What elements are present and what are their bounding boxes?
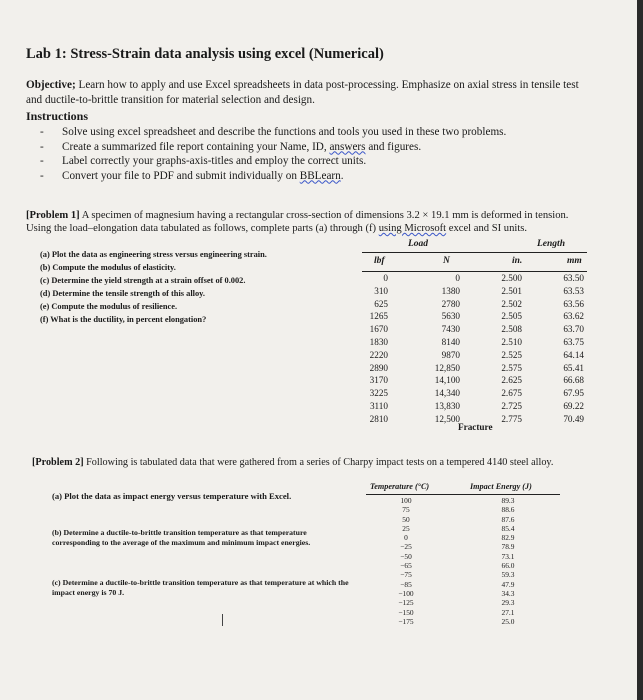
table-cell: 2.508 <box>501 324 522 335</box>
table-col-header-N: N <box>443 256 450 266</box>
list-item: (a) Plot the data as engineering stress versus engineering strain. <box>40 250 267 259</box>
table-cell: 2.500 <box>501 273 522 283</box>
table-cell: 1265 <box>369 311 388 322</box>
instructions-list <box>40 125 506 183</box>
page-title: Lab 1: Stress-Strain data analysis using excel (Numerical) <box>26 46 384 62</box>
table-cell: 2.510 <box>501 336 522 347</box>
table-cell: 2.505 <box>501 311 522 322</box>
objective-label: Objective; <box>26 79 76 91</box>
list-item: (e) Compute the modulus of resilience. <box>40 302 178 311</box>
table-cell: 100 <box>400 496 412 505</box>
table-cell: −65 <box>400 561 412 571</box>
table-cell: 65.41 <box>563 362 584 373</box>
table-cell: 3225 <box>369 388 388 399</box>
lbf-column <box>352 272 388 426</box>
fracture-label: Fracture <box>458 422 493 432</box>
problem2-statement: [Problem 2] Following is tabulated data that were gathered from a series of Charpy impact tests on a tempered 4140 steel alloy. <box>32 457 554 468</box>
table-cell: 63.62 <box>563 311 584 322</box>
table-cell: −75 <box>400 570 412 580</box>
problem1-parts <box>40 248 267 326</box>
table-cell: 66.0 <box>501 561 515 571</box>
table-cell: 50 <box>402 514 410 524</box>
table-cell: 64.14 <box>563 349 584 360</box>
table-cell: 63.50 <box>563 273 584 283</box>
table-group-header-length: Length <box>537 239 565 249</box>
table-cell: 14,340 <box>434 388 460 399</box>
table-cell: 1380 <box>441 285 460 296</box>
list-item: - Convert your file to PDF and submit individually on BBLearn. <box>40 169 344 182</box>
table-cell: 2.725 <box>501 400 522 411</box>
table-cell: 12,500 <box>434 413 460 424</box>
problem1-statement: [Problem 1] A specimen of magnesium having a rectangular cross-section of dimensions 3.2 × 19.1 mm is deformed in tension. Using the load–elongation data tabulated as follows, complete parts (a) through (f) using Microsoft excel and SI units. <box>26 210 569 234</box>
table-cell: 2780 <box>441 298 460 309</box>
objective-paragraph <box>26 78 586 108</box>
objective-text: Learn how to apply and use Excel spreadsheets in data post-processing. Emphasize on axial stress in tensile test and ductile-to-brittle transition for material selection and design. <box>26 79 579 106</box>
table-cell: 63.53 <box>563 285 584 296</box>
problem2-part-c: (c) Determine a ductile-to-brittle transition temperature as that temperature at which the impact energy is 70 J. <box>52 578 349 597</box>
table-rule <box>362 252 587 253</box>
table-cell: 2.525 <box>501 349 522 360</box>
table-cell: 27.1 <box>501 607 515 617</box>
table-cell: 13,830 <box>434 400 460 411</box>
problem2-part-b: (b) Determine a ductile-to-brittle transition temperature as that temperature corresponding to the average of the maximum and minimum impact energies. <box>52 528 311 547</box>
list-item: - Label correctly your graphs-axis-titles and employ the correct units. <box>40 155 367 167</box>
newton-column <box>420 272 460 426</box>
table-cell: 3110 <box>369 400 388 411</box>
table-cell: 75 <box>402 505 410 515</box>
spellcheck-word: answers <box>329 140 366 153</box>
table-cell: 2.502 <box>501 298 522 309</box>
table-cell: −50 <box>400 551 412 561</box>
list-item: - Create a summarized file report containing your Name, ID, answers and figures. <box>40 140 422 153</box>
inch-column <box>484 272 522 426</box>
spellcheck-word: using Microsoft <box>378 223 447 234</box>
table-cell: −125 <box>398 598 414 608</box>
table-cell: −100 <box>398 588 414 598</box>
table-cell: 2220 <box>369 349 388 360</box>
table-cell: 625 <box>374 298 388 309</box>
table-group-header-load: Load <box>408 239 429 249</box>
table-cell: 63.75 <box>563 336 584 347</box>
table-col-header-lbf: lbf <box>374 256 385 266</box>
table-cell: 2.625 <box>501 375 522 386</box>
mm-column <box>548 272 584 426</box>
table-cell: 1670 <box>369 324 388 335</box>
table-cell: 14,100 <box>434 375 460 386</box>
table-cell: 2.575 <box>501 362 522 373</box>
table-cell: 63.56 <box>563 298 584 309</box>
problem2-part-a: (a) Plot the data as impact energy versus temperature with Excel. <box>52 491 292 501</box>
list-item: (b) Compute the modulus of elasticity. <box>40 263 176 272</box>
table-cell: 89.3 <box>501 496 515 505</box>
list-item: (f) What is the ductility, in percent elongation? <box>40 315 207 324</box>
table-cell: 34.3 <box>501 588 515 598</box>
table-cell: 0 <box>455 273 460 283</box>
table-cell: 2.775 <box>501 413 522 424</box>
table-cell: 87.6 <box>501 514 515 524</box>
table-cell: −150 <box>398 607 414 617</box>
table-cell: 78.9 <box>501 542 515 552</box>
table-cell: −25 <box>400 542 412 552</box>
page-edge-shadow <box>637 0 643 700</box>
table-cell: 85.4 <box>501 523 515 533</box>
table-cell: 69.22 <box>563 400 584 411</box>
table-cell: 3170 <box>369 375 388 386</box>
table-col-header-temperature: Temperature (°C) <box>370 482 430 491</box>
temperature-column <box>388 496 424 626</box>
table-cell: 88.6 <box>501 505 515 515</box>
list-item: - Solve using excel spreadsheet and describe the functions and tools you used in these two problems. <box>40 126 507 138</box>
list-item: (c) Determine the yield strength at a strain offset of 0.002. <box>40 276 246 285</box>
table-cell: 9870 <box>441 349 460 360</box>
table-col-header-impact-energy: Impact Energy (J) <box>470 482 532 491</box>
problem1-label: [Problem 1] <box>26 210 80 221</box>
list-item: (d) Determine the tensile strength of this alloy. <box>40 289 205 298</box>
table-cell: 67.95 <box>563 388 584 399</box>
table-cell: −175 <box>398 616 414 626</box>
table-cell: 7430 <box>441 324 460 335</box>
table-cell: −85 <box>400 579 412 589</box>
table-cell: 70.49 <box>563 413 584 424</box>
table-rule <box>366 494 560 495</box>
table-cell: 310 <box>374 285 388 296</box>
table-col-header-in: in. <box>512 256 523 266</box>
table-cell: 5630 <box>441 311 460 322</box>
table-cell: 2.501 <box>501 285 522 296</box>
table-cell: 2.675 <box>501 388 522 399</box>
table-cell: 0 <box>404 533 408 543</box>
table-cell: 66.68 <box>563 375 584 386</box>
table-cell: 2890 <box>369 362 388 373</box>
table-cell: 63.70 <box>563 324 584 335</box>
table-cell: 12,850 <box>434 362 460 373</box>
table-cell: 25.0 <box>501 616 515 626</box>
table-cell: 0 <box>383 273 388 283</box>
table-cell: 29.3 <box>501 598 515 608</box>
text-cursor <box>222 614 223 626</box>
problem2-label: [Problem 2] <box>32 457 84 468</box>
table-cell: 82.9 <box>501 533 515 543</box>
table-cell: 73.1 <box>501 551 515 561</box>
table-cell: 59.3 <box>501 570 515 580</box>
table-cell: 2810 <box>369 413 388 424</box>
table-cell: 25 <box>402 523 410 533</box>
table-cell: 1830 <box>369 336 388 347</box>
impact-energy-column <box>488 496 528 626</box>
table-col-header-mm: mm <box>567 256 582 266</box>
table-cell: 8140 <box>441 336 460 347</box>
instructions-heading: Instructions <box>26 109 89 123</box>
table-cell: 47.9 <box>501 579 515 589</box>
spellcheck-word: BBLearn <box>299 169 341 182</box>
